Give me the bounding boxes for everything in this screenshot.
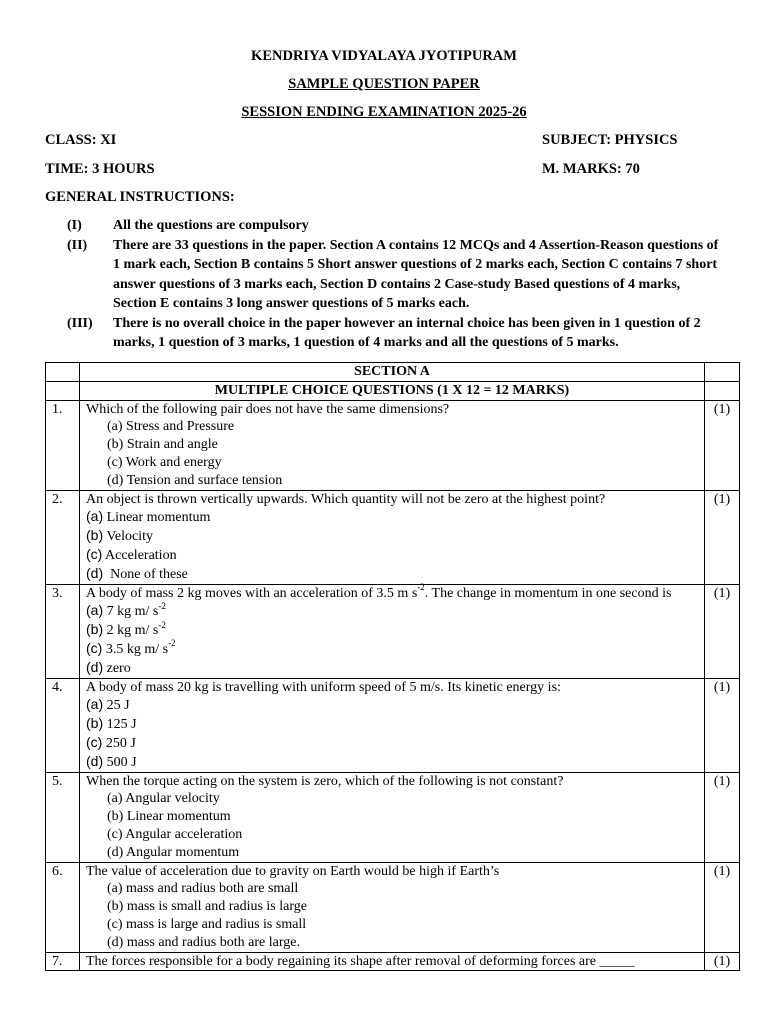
option: (d) Angular momentum (107, 844, 240, 860)
option: (d) zero (86, 658, 131, 676)
question-number: 5. (46, 772, 80, 862)
section-subtitle-row (46, 381, 740, 400)
question-marks: (1) (705, 862, 740, 952)
question-text: The value of acceleration due to gravity on Earth would be high if Earth’s (86, 863, 500, 879)
question-marks: (1) (705, 678, 740, 772)
time-label: TIME: 3 HOURS (45, 161, 155, 177)
question-number: 3. (46, 584, 80, 678)
question-number: 4. (46, 678, 80, 772)
option: (c) 3.5 kg m/ $s^{-2}$ (86, 638, 176, 657)
option: (b) Velocity (86, 527, 154, 545)
question-number: 6. (46, 862, 80, 952)
section-subtitle: MULTIPLE CHOICE QUESTIONS (1 X 12 = 12 MARKS) (80, 381, 705, 400)
option: (c) Angular acceleration (107, 826, 243, 842)
question-row (46, 490, 740, 584)
question-marks: (1) (705, 952, 740, 971)
instruction-item: (II) There are 33 questions in the paper. Section A contains 12 MCQs and 4 Assertion-Reason questions of 1 mark each, Section B contains 5 Short answer questions of 2 marks each, Section C contains 7 short answer questions of 3 marks each, Section D contains 2 Case-study Based questions of 4 marks, Section E contains 3 long answer questions of 5 marks each. (67, 237, 719, 311)
class-label: CLASS: XI (45, 132, 117, 148)
question-row (46, 400, 740, 490)
instruction-item: (I) All the questions are compulsory (67, 218, 309, 233)
option: (b) Linear momentum (107, 809, 231, 825)
option: (c) mass is large and radius is small (107, 916, 307, 932)
option: (c) Acceleration (86, 545, 177, 563)
question-marks: (1) (705, 490, 740, 584)
option: (c) 250 J (86, 733, 136, 751)
option: (a) mass and radius both are small (107, 881, 299, 897)
option: (a) Angular velocity (107, 791, 220, 807)
question-number: 2. (46, 490, 80, 584)
option: (a) 7 kg m/ $s^{-2}$ (86, 600, 166, 620)
question-row (46, 678, 740, 772)
question-number: 7. (46, 952, 80, 971)
question-text: The forces responsible for a body regaining its shape after removal of deforming forces are _____ (86, 953, 635, 969)
question-text: A body of mass 20 kg is travelling with uniform speed of 5 m/s. Its kinetic energy is: (86, 679, 561, 695)
option: (b) 2 kg m/ $s^{-2}$ (86, 619, 166, 639)
option: (c) Work and energy (107, 454, 222, 470)
option: (b) 125 J (86, 715, 137, 733)
questions-table (45, 362, 740, 971)
section-title-row (46, 363, 740, 382)
option: (a) 25 J (86, 696, 130, 714)
school-name: KENDRIYA VIDYALAYA JYOTIPURAM (251, 48, 517, 64)
option: (d) Tension and surface tension (107, 472, 283, 488)
subject-label: SUBJECT: PHYSICS (542, 132, 678, 148)
option: (a) Stress and Pressure (107, 419, 235, 435)
instruction-item: (III) There is no overall choice in the paper however an internal choice has been given in 1 question of 2 marks, 1 question of 3 marks, 1 question of 4 marks and all the questions of 5 marks. (67, 315, 701, 350)
question-text: When the torque acting on the system is zero, which of the following is not constant? (86, 773, 564, 789)
instructions-list (67, 216, 727, 353)
section-title: SECTION A (80, 363, 705, 382)
paper-title: SAMPLE QUESTION PAPER (288, 76, 480, 92)
question-number: 1. (46, 400, 80, 490)
option: (b) mass is small and radius is large (107, 899, 307, 915)
option: (a) Linear momentum (86, 508, 211, 526)
option: (d) None of these (86, 564, 188, 582)
question-row (46, 772, 740, 862)
option: (b) Strain and angle (107, 437, 218, 453)
question-marks: (1) (705, 400, 740, 490)
question-text: Which of the following pair does not have the same dimensions? (86, 401, 450, 417)
exam-title: SESSION ENDING EXAMINATION 2025-26 (241, 104, 527, 120)
question-marks: (1) (705, 772, 740, 862)
question-row (46, 862, 740, 952)
question-row (46, 584, 740, 678)
question-marks: (1) (705, 584, 740, 678)
question-text: An object is thrown vertically upwards. Which quantity will not be zero at the highest point? (86, 491, 606, 507)
option: (d) 500 J (86, 752, 137, 770)
option: (d) mass and radius both are large. (107, 934, 300, 950)
question-text: A body of mass 2 kg moves with an acceleration of 3.5 m $s^{-2}$. The change in momentum in one second is (86, 581, 672, 601)
question-row (46, 952, 740, 971)
max-marks-label: M. MARKS: 70 (542, 161, 640, 177)
instructions-title: GENERAL INSTRUCTIONS: (45, 189, 235, 205)
